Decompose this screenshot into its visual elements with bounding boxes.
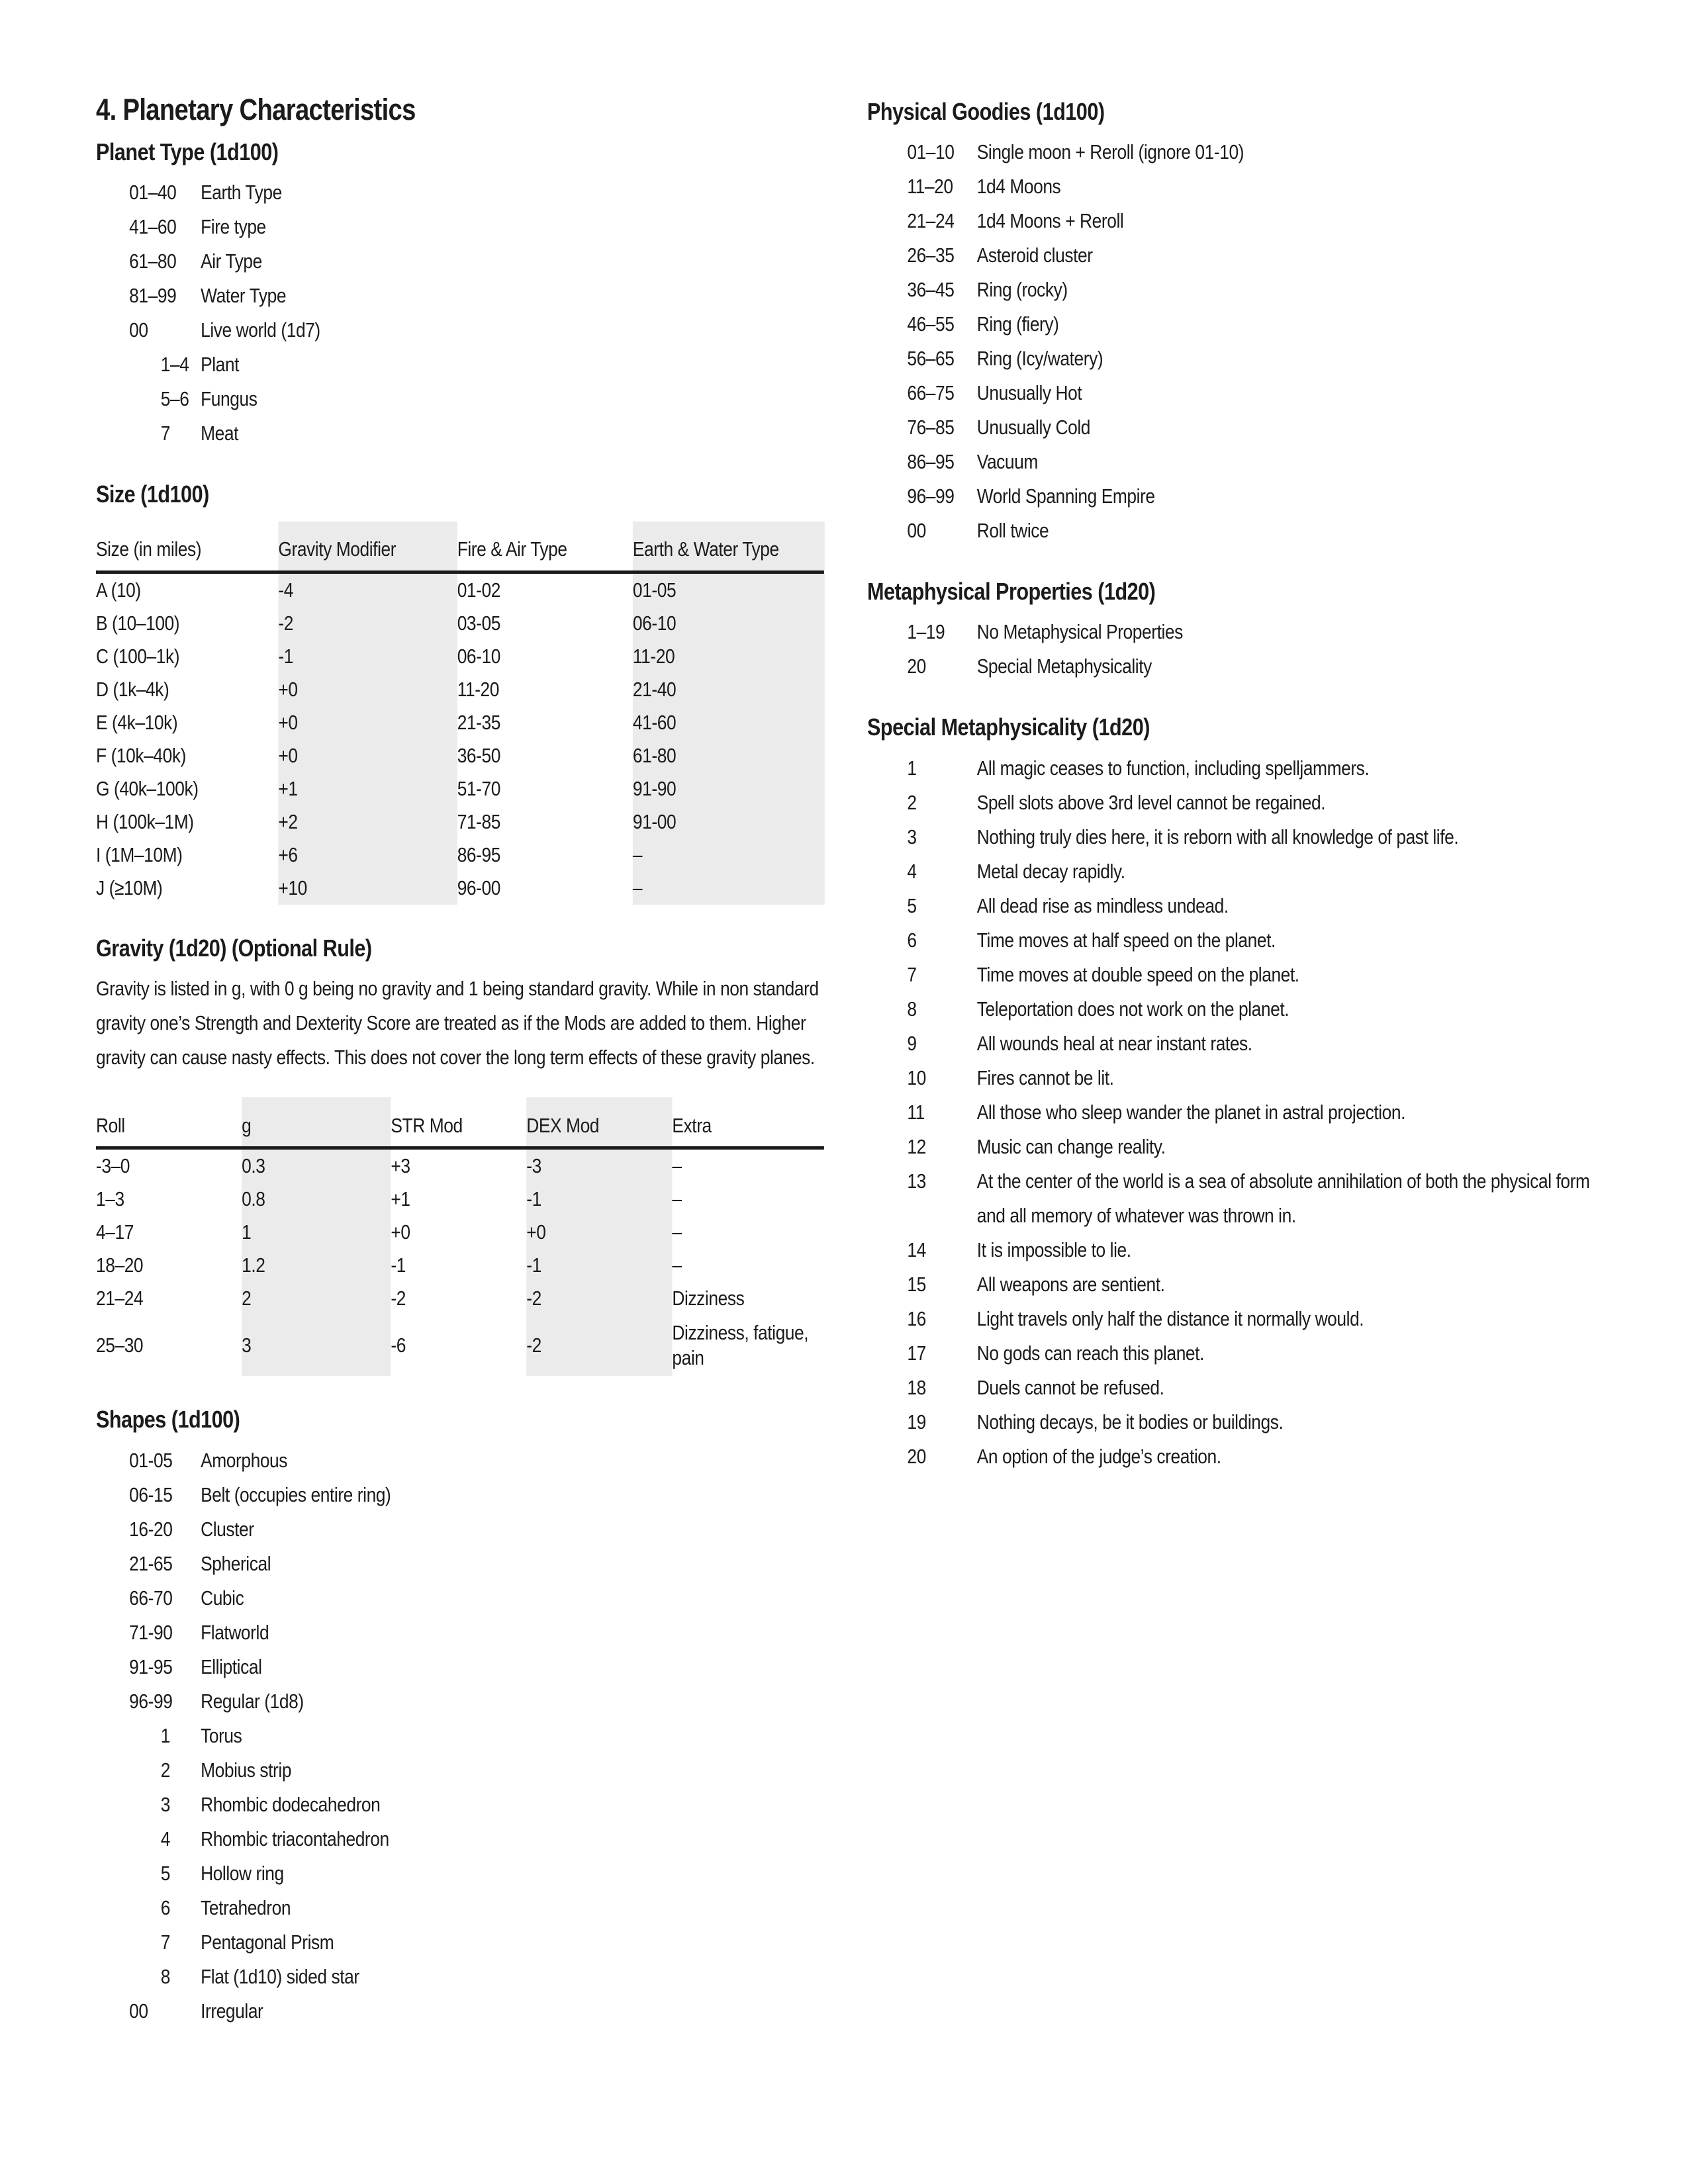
list-row — [867, 615, 1618, 649]
table-cell: A (10) — [96, 578, 141, 602]
roll-number: 6 — [907, 928, 917, 952]
column-header: STR Mod — [391, 1113, 463, 1137]
result-label: Ring (fiery) — [976, 312, 1059, 336]
table-cell: -1 — [526, 1183, 672, 1216]
column-header: Roll — [96, 1113, 125, 1137]
column-header: Fire & Air Type — [457, 537, 567, 561]
table-cell: 1.2 — [242, 1249, 391, 1282]
table-cell: – — [672, 1253, 682, 1277]
table-cell: Dizziness — [672, 1286, 745, 1310]
roll-number: 9 — [907, 1031, 917, 1055]
result-label: Spell slots above 3rd level cannot be regained. — [976, 790, 1326, 814]
roll-range: 11–20 — [907, 175, 953, 199]
table-row — [96, 805, 824, 839]
result-label: Special Metaphysicality — [976, 655, 1152, 678]
table-cell: – — [672, 1220, 682, 1244]
result-label: Asteroid cluster — [976, 244, 1093, 267]
result-label: All dead rise as mindless undead. — [976, 893, 1229, 917]
table-row — [96, 739, 824, 772]
result-label: All those who sleep wander the planet in astral projection. — [976, 1100, 1406, 1124]
gravity-table — [96, 1097, 824, 1376]
table-cell: -4 — [278, 574, 457, 607]
roll-range: 76–85 — [907, 416, 955, 439]
table-cell: 03-05 — [457, 611, 500, 635]
table-row — [96, 839, 824, 872]
table-cell: 91-90 — [633, 772, 825, 805]
result-label: Mobius strip — [201, 1758, 292, 1782]
list-row — [867, 649, 1618, 684]
result-label: Vacuum — [976, 450, 1038, 474]
column-header: Earth & Water Type — [633, 522, 825, 570]
table-row — [96, 706, 824, 739]
list-row — [96, 313, 824, 347]
list-row — [867, 307, 1618, 341]
size-table-body — [96, 574, 824, 905]
table-cell: H (100k–1M) — [96, 809, 194, 833]
size-heading: Size (1d100) — [96, 480, 209, 508]
result-label: It is impossible to lie. — [976, 1238, 1131, 1261]
result-label: Time moves at double speed on the planet. — [976, 962, 1299, 986]
list-row — [96, 1960, 824, 1994]
roll-range: 96–99 — [907, 484, 955, 508]
roll-range: 5–6 — [160, 387, 189, 410]
table-cell: -3 — [526, 1150, 672, 1183]
list-row — [867, 854, 1618, 889]
table-cell: J (≥10M) — [96, 876, 163, 899]
table-cell: 11-20 — [457, 677, 500, 701]
result-label: An option of the judge’s creation. — [976, 1444, 1221, 1468]
table-cell: 3 — [242, 1315, 391, 1376]
result-label: Ring (rocky) — [976, 278, 1068, 302]
table-cell: +0 — [278, 673, 457, 706]
planet-type-list — [96, 175, 824, 451]
roll-range: 3 — [160, 1792, 170, 1816]
list-row — [867, 273, 1618, 307]
roll-number: 3 — [907, 825, 917, 848]
result-label: Spherical — [201, 1551, 271, 1575]
table-cell: -2 — [526, 1315, 672, 1376]
roll-number: 13 — [907, 1169, 926, 1193]
result-label: Belt (occupies entire ring) — [201, 1482, 391, 1506]
roll-range: 01-05 — [129, 1448, 173, 1472]
gravity-table-header-row — [96, 1097, 824, 1150]
result-label: 1d4 Moons + Reroll — [976, 209, 1124, 233]
list-row — [867, 1371, 1618, 1405]
column-header: Extra — [672, 1113, 712, 1137]
list-row — [96, 1856, 824, 1891]
table-row — [96, 1282, 824, 1315]
list-row — [96, 1788, 824, 1822]
size-table — [96, 522, 824, 905]
list-row — [867, 1095, 1618, 1130]
roll-range: 36–45 — [907, 278, 955, 302]
table-cell: 2 — [242, 1282, 391, 1315]
table-cell: G (40k–100k) — [96, 776, 199, 800]
roll-number: 17 — [907, 1341, 926, 1365]
result-label: Hollow ring — [201, 1861, 284, 1885]
result-label: Rhombic dodecahedron — [201, 1792, 381, 1816]
roll-number: 5 — [907, 893, 917, 917]
result-label: 1d4 Moons — [976, 175, 1061, 199]
list-row — [96, 1994, 824, 2028]
table-cell: +1 — [278, 772, 457, 805]
table-cell: – — [633, 872, 825, 905]
column-header: g — [242, 1097, 391, 1146]
list-row — [867, 376, 1618, 410]
list-row — [867, 923, 1618, 958]
result-label: Fungus — [201, 387, 258, 410]
result-label: Roll twice — [976, 519, 1049, 543]
list-row — [867, 1439, 1618, 1474]
roll-range: 7 — [160, 1930, 170, 1954]
list-row — [96, 1650, 824, 1684]
result-label: Fires cannot be lit. — [976, 1066, 1114, 1089]
list-row — [867, 1061, 1618, 1095]
result-label: Flatworld — [201, 1620, 269, 1644]
result-label: Single moon + Reroll (ignore 01-10) — [976, 140, 1244, 164]
roll-range: 00 — [907, 519, 926, 543]
table-cell: Dizziness, fatigue, pain — [672, 1320, 809, 1370]
roll-range: 26–35 — [907, 244, 955, 267]
table-cell: -2 — [278, 607, 457, 640]
result-label: No Metaphysical Properties — [976, 620, 1183, 644]
list-row — [96, 1615, 824, 1650]
table-cell: 11-20 — [633, 640, 825, 673]
result-label: Nothing decays, be it bodies or buildings. — [976, 1410, 1284, 1433]
roll-number: 20 — [907, 1444, 926, 1468]
result-label: Earth Type — [201, 180, 282, 204]
table-cell: 21-35 — [457, 710, 500, 734]
list-row — [867, 238, 1618, 273]
shapes-list — [96, 1443, 824, 2028]
list-row — [96, 1443, 824, 1478]
shapes-heading: Shapes (1d100) — [96, 1406, 240, 1433]
table-cell: D (1k–4k) — [96, 677, 169, 701]
table-cell: +6 — [278, 839, 457, 872]
list-row — [867, 410, 1618, 445]
roll-number: 11 — [907, 1100, 925, 1124]
table-row — [96, 1183, 824, 1216]
table-cell: 21–24 — [96, 1286, 144, 1310]
table-cell: -1 — [278, 640, 457, 673]
physical-goodies-heading: Physical Goodies (1d100) — [867, 98, 1105, 125]
roll-range: 1–4 — [160, 352, 189, 376]
table-row — [96, 607, 824, 640]
list-row — [867, 889, 1618, 923]
roll-range: 8 — [160, 1964, 170, 1988]
special-metaphysicality-heading: Special Metaphysicality (1d20) — [867, 713, 1150, 741]
roll-number: 12 — [907, 1134, 926, 1158]
table-cell: +0 — [278, 739, 457, 772]
table-cell: 4–17 — [96, 1220, 134, 1244]
result-label: Amorphous — [201, 1448, 288, 1472]
table-cell: – — [672, 1154, 682, 1177]
result-label: All wounds heal at near instant rates. — [976, 1031, 1252, 1055]
list-row — [867, 958, 1618, 992]
roll-range: 1–19 — [907, 620, 945, 644]
roll-range: 21–24 — [907, 209, 955, 233]
list-row — [96, 1684, 824, 1719]
roll-number: 4 — [907, 859, 917, 883]
result-label: At the center of the world is a sea of absolute annihilation of both the physical form and all memory of whatever was thrown in. — [976, 1169, 1590, 1227]
result-label: Cluster — [201, 1517, 254, 1541]
list-row — [96, 244, 824, 279]
list-row — [96, 279, 824, 313]
table-row — [96, 772, 824, 805]
roll-range: 01–40 — [129, 180, 177, 204]
list-row — [96, 1512, 824, 1547]
list-row — [867, 514, 1618, 548]
roll-range: 5 — [160, 1861, 170, 1885]
roll-number: 7 — [907, 962, 917, 986]
roll-number: 2 — [907, 790, 917, 814]
list-row — [96, 416, 824, 451]
roll-range: 66-70 — [129, 1586, 173, 1610]
table-cell: 41-60 — [633, 706, 825, 739]
roll-number: 15 — [907, 1272, 926, 1296]
roll-range: 21-65 — [129, 1551, 173, 1575]
left-column — [96, 93, 824, 2028]
list-row — [96, 210, 824, 244]
list-row — [96, 1925, 824, 1960]
result-label: Rhombic triacontahedron — [201, 1827, 389, 1850]
list-row — [867, 1302, 1618, 1336]
result-label: Torus — [201, 1723, 242, 1747]
roll-range: 91-95 — [129, 1655, 173, 1678]
list-row — [867, 820, 1618, 854]
roll-number: 8 — [907, 997, 917, 1021]
list-row — [96, 175, 824, 210]
list-row — [96, 1891, 824, 1925]
table-row — [96, 574, 824, 607]
roll-range: 00 — [129, 1999, 148, 2023]
list-row — [867, 169, 1618, 204]
result-label: Elliptical — [201, 1655, 262, 1678]
special-metaphysicality-list — [867, 751, 1618, 1474]
table-row — [96, 640, 824, 673]
table-cell: +10 — [278, 872, 457, 905]
roll-range: 66–75 — [907, 381, 955, 405]
gravity-heading: Gravity (1d20) (Optional Rule) — [96, 934, 372, 962]
table-cell: +2 — [278, 805, 457, 839]
table-cell: 01-05 — [633, 574, 825, 607]
list-row — [867, 204, 1618, 238]
table-cell: +1 — [391, 1187, 410, 1210]
table-row — [96, 1216, 824, 1249]
column-header: DEX Mod — [526, 1097, 672, 1146]
result-label: Nothing truly dies here, it is reborn with all knowledge of past life. — [976, 825, 1459, 848]
table-row — [96, 1315, 824, 1376]
result-label: Regular (1d8) — [201, 1689, 304, 1713]
list-row — [867, 1130, 1618, 1164]
roll-range: 61–80 — [129, 249, 177, 273]
result-label: Meat — [201, 421, 238, 445]
table-cell: – — [633, 839, 825, 872]
table-cell: +3 — [391, 1154, 410, 1177]
table-cell: -2 — [526, 1282, 672, 1315]
result-label: Water Type — [201, 283, 287, 307]
result-label: Plant — [201, 352, 240, 376]
table-cell: +0 — [278, 706, 457, 739]
list-row — [867, 751, 1618, 786]
table-cell: 01-02 — [457, 578, 500, 602]
table-cell: +0 — [526, 1216, 672, 1249]
table-cell: 61-80 — [633, 739, 825, 772]
table-cell: -1 — [391, 1253, 406, 1277]
table-cell: – — [672, 1187, 682, 1210]
roll-range: 2 — [160, 1758, 170, 1782]
list-row — [96, 1822, 824, 1856]
result-label: Live world (1d7) — [201, 318, 320, 341]
roll-range: 01–10 — [907, 140, 955, 164]
roll-range: 20 — [907, 655, 926, 678]
table-cell: 96-00 — [457, 876, 500, 899]
roll-number: 1 — [907, 756, 917, 780]
roll-range: 6 — [160, 1895, 170, 1919]
table-cell: 18–20 — [96, 1253, 144, 1277]
result-label: Irregular — [201, 1999, 263, 2023]
roll-number: 14 — [907, 1238, 926, 1261]
roll-range: 4 — [160, 1827, 170, 1850]
table-cell: I (1M–10M) — [96, 842, 183, 866]
list-row — [867, 1267, 1618, 1302]
table-cell: C (100–1k) — [96, 644, 180, 668]
planet-type-heading: Planet Type (1d100) — [96, 138, 279, 165]
metaphysical-properties-heading: Metaphysical Properties (1d20) — [867, 578, 1156, 606]
result-label: Cubic — [201, 1586, 244, 1610]
result-label: Light travels only half the distance it normally would. — [976, 1306, 1364, 1330]
table-cell: -1 — [526, 1249, 672, 1282]
list-row — [96, 1753, 824, 1788]
roll-range: 41–60 — [129, 214, 177, 238]
table-cell: F (10k–40k) — [96, 743, 186, 767]
result-label: Fire type — [201, 214, 266, 238]
result-label: All weapons are sentient. — [976, 1272, 1165, 1296]
result-label: Tetrahedron — [201, 1895, 291, 1919]
table-row — [96, 673, 824, 706]
roll-range: 7 — [160, 421, 170, 445]
result-label: Music can change reality. — [976, 1134, 1166, 1158]
list-row — [867, 479, 1618, 514]
table-row — [96, 1249, 824, 1282]
table-cell: -6 — [391, 1333, 406, 1357]
list-row — [96, 347, 824, 382]
roll-number: 19 — [907, 1410, 926, 1433]
table-row — [96, 872, 824, 905]
result-label: Duels cannot be refused. — [976, 1375, 1164, 1399]
table-cell: 21-40 — [633, 673, 825, 706]
list-row — [96, 1581, 824, 1615]
list-row — [867, 1026, 1618, 1061]
result-label: Unusually Hot — [976, 381, 1082, 405]
list-row — [867, 1336, 1618, 1371]
table-cell: 51-70 — [457, 776, 500, 800]
physical-goodies-list — [867, 135, 1618, 548]
gravity-paragraph: Gravity is listed in g, with 0 g being no gravity and 1 being standard gravity. While in non standard gravity one’s Strength and Dexterity Score are treated as if the Mods are added to them. Higher gravity can cause nasty effects. This does not cover the long term effects of these gravity planes. — [96, 977, 819, 1069]
table-cell: 71-85 — [457, 809, 500, 833]
roll-range: 81–99 — [129, 283, 177, 307]
table-cell: 0.3 — [242, 1150, 391, 1183]
list-row — [96, 382, 824, 416]
roll-number: 16 — [907, 1306, 926, 1330]
result-label: Unusually Cold — [976, 416, 1091, 439]
table-cell: 86-95 — [457, 842, 500, 866]
table-cell: 25–30 — [96, 1333, 144, 1357]
list-row — [867, 786, 1618, 820]
roll-range: 96-99 — [129, 1689, 173, 1713]
result-label: World Spanning Empire — [976, 484, 1155, 508]
result-label: Time moves at half speed on the planet. — [976, 928, 1276, 952]
list-row — [867, 1164, 1618, 1233]
list-row — [96, 1547, 824, 1581]
metaphysical-properties-list — [867, 615, 1618, 684]
roll-range: 46–55 — [907, 312, 955, 336]
result-label: Air Type — [201, 249, 262, 273]
roll-range: 71-90 — [129, 1620, 173, 1644]
page-title: 4. Planetary Characteristics — [96, 93, 416, 126]
roll-range: 00 — [129, 318, 148, 341]
roll-range: 16-20 — [129, 1517, 173, 1541]
result-label: No gods can reach this planet. — [976, 1341, 1204, 1365]
table-cell: 1 — [242, 1216, 391, 1249]
list-row — [867, 992, 1618, 1026]
list-row — [96, 1478, 824, 1512]
table-cell: 0.8 — [242, 1183, 391, 1216]
table-cell: 06-10 — [633, 607, 825, 640]
list-row — [96, 1719, 824, 1753]
list-row — [867, 135, 1618, 169]
result-label: Teleportation does not work on the planet. — [976, 997, 1289, 1021]
table-cell: +0 — [391, 1220, 410, 1244]
roll-range: 1 — [160, 1723, 170, 1747]
column-header: Gravity Modifier — [278, 522, 457, 570]
table-cell: -3–0 — [96, 1154, 130, 1177]
roll-range: 86–95 — [907, 450, 955, 474]
column-header: Size (in miles) — [96, 537, 202, 561]
result-label: Flat (1d10) sided star — [201, 1964, 359, 1988]
size-table-header-row — [96, 522, 824, 574]
list-row — [867, 445, 1618, 479]
table-cell: 1–3 — [96, 1187, 124, 1210]
list-row — [867, 341, 1618, 376]
list-row — [867, 1233, 1618, 1267]
result-label: Ring (Icy/watery) — [976, 347, 1103, 371]
table-row — [96, 1150, 824, 1183]
gravity-table-body — [96, 1150, 824, 1376]
right-column — [867, 93, 1618, 1474]
table-cell: E (4k–10k) — [96, 710, 178, 734]
result-label: Pentagonal Prism — [201, 1930, 334, 1954]
table-cell: -2 — [391, 1286, 406, 1310]
result-label: All magic ceases to function, including spelljammers. — [976, 756, 1370, 780]
roll-number: 10 — [907, 1066, 926, 1089]
list-row — [867, 1405, 1618, 1439]
roll-range: 56–65 — [907, 347, 955, 371]
table-cell: 06-10 — [457, 644, 500, 668]
result-label: Metal decay rapidly. — [976, 859, 1125, 883]
table-cell: 91-00 — [633, 805, 825, 839]
roll-range: 06-15 — [129, 1482, 173, 1506]
roll-number: 18 — [907, 1375, 926, 1399]
table-cell: B (10–100) — [96, 611, 180, 635]
table-cell: 36-50 — [457, 743, 500, 767]
